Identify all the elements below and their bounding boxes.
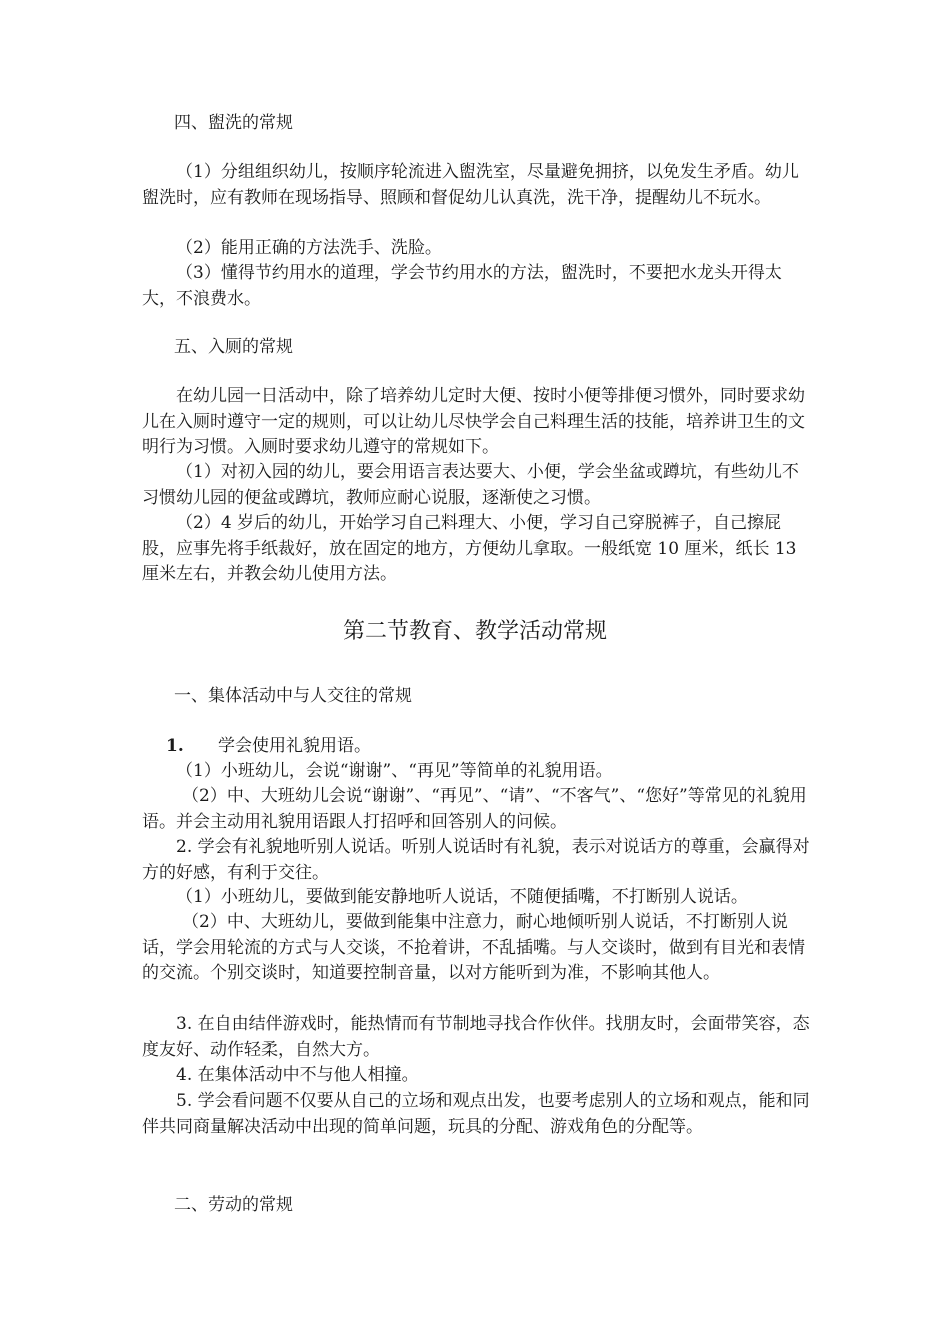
paragraph: 4. 在集体活动中不与他人相撞。 (176, 1065, 419, 1085)
paragraph: （2）能用正确的方法洗手、洗脸。 (176, 238, 442, 258)
section-heading-labor: 二、劳动的常规 (174, 1195, 293, 1215)
paragraph: 2. 学会有礼貌地听别人说话。听别人说话时有礼貌，表示对说话方的尊重，会赢得对方的好感，有利于交往。 (142, 837, 810, 883)
section-heading-toilet: 五、入厕的常规 (174, 337, 293, 357)
paragraph: （3）懂得节约用水的道理，学会节约用水的方法，盥洗时，不要把水龙头开得太大，不浪费水。 (142, 263, 782, 309)
paragraph: （1）小班幼儿，要做到能安静地听人说话，不随便插嘴，不打断别人说话。 (176, 887, 748, 907)
paragraph: 在幼儿园一日活动中，除了培养幼儿定时大便、按时小便等排便习惯外，同时要求幼儿在入厕时遵守一定的规则，可以让幼儿尽快学会自己料理生活的技能，培养讲卫生的文明行为习惯。入厕时要求幼儿遵守的常规如下。 (142, 386, 805, 457)
paragraph: （2）4 岁后的幼儿，开始学习自己料理大、小便，学习自己穿脱裤子，自己擦屁股，应事先将手纸裁好，放在固定的地方，方便幼儿拿取。一般纸宽 10 厘米，纸长 13 厘米左右，并教会幼儿使用方法。 (142, 513, 797, 584)
section-heading-washing: 四、盥洗的常规 (174, 113, 293, 133)
paragraph: 5. 学会看问题不仅要从自己的立场和观点出发，也要考虑别人的立场和观点，能和同伴共同商量解决活动中出现的简单问题，玩具的分配、游戏角色的分配等。 (142, 1091, 810, 1137)
paragraph: （1）分组组织幼儿，按顺序轮流进入盥洗室，尽量避免拥挤，以免发生矛盾。幼儿盥洗时，应有教师在现场指导、照顾和督促幼儿认真洗，洗干净，提醒幼儿不玩水。 (142, 162, 799, 208)
list-number: 1. (166, 736, 184, 756)
paragraph: 3. 在自由结伴游戏时，能热情而有节制地寻找合作伙伴。找朋友时，会面带笑容，态度友好、动作轻柔，自然大方。 (142, 1014, 810, 1060)
section-heading-social: 一、集体活动中与人交往的常规 (174, 686, 412, 706)
paragraph: （1）小班幼儿，会说“谢谢”、“再见”等简单的礼貌用语。 (176, 761, 613, 781)
list-item-text: 学会使用礼貌用语。 (218, 736, 371, 756)
paragraph: （2）中、大班幼儿，要做到能集中注意力，耐心地倾听别人说话，不打断别人说话，学会用轮流的方式与人交谈，不抢着讲，不乱插嘴。与人交谈时，做到有目光和表情的交流。个别交谈时，知道要控制音量，以对方能听到为准，不影响其他人。 (142, 912, 805, 983)
paragraph: （1）对初入园的幼儿，要会用语言表达要大、小便，学会坐盆或蹲坑，有些幼儿不习惯幼儿园的便盆或蹲坑，教师应耐心说服，逐渐使之习惯。 (142, 462, 799, 508)
paragraph: （2）中、大班幼儿会说“谢谢”、“再见”、“请”、“不客气”、“您好”等常见的礼貌用语。并会主动用礼貌用语跟人打招呼和回答别人的问候。 (142, 786, 807, 832)
chapter-title: 第二节教育、教学活动常规 (342, 619, 607, 644)
